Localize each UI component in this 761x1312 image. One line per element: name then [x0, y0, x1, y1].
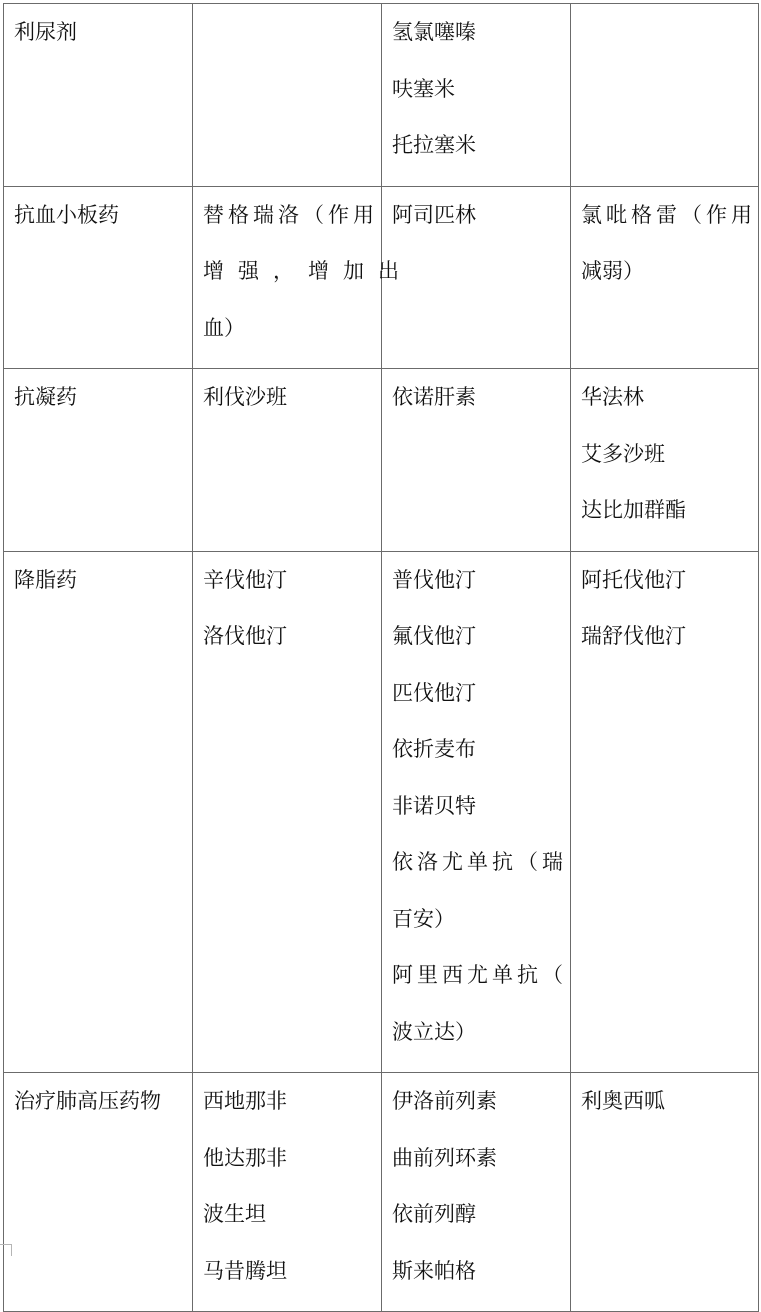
drug-name: 依折麦布	[392, 737, 476, 761]
drug-name: 氯吡格雷（作用	[581, 202, 756, 227]
drug-name: 西地那非	[203, 1089, 287, 1113]
column-1-cell	[193, 369, 382, 552]
drug-name: 非诺贝特	[392, 793, 476, 818]
column-3-cell	[571, 1073, 759, 1312]
page-corner-marker	[0, 1244, 12, 1256]
column-3-cell	[571, 186, 759, 369]
drug-name: 氟伐他汀	[392, 624, 476, 648]
drug-name: 马昔腾坦	[203, 1258, 287, 1283]
drug-name: 阿里西尤单抗（	[392, 963, 567, 987]
table-row	[4, 186, 759, 369]
category-label: 治疗肺高压药物	[14, 1089, 161, 1113]
drug-name-continued: 增强，增加出	[203, 259, 413, 283]
drug-name: 波生坦	[203, 1202, 266, 1226]
column-2-cell	[382, 369, 571, 552]
drug-name: 阿司匹林	[392, 202, 476, 227]
drug-name: 依前列醇	[392, 1202, 476, 1226]
drug-name: 瑞舒伐他汀	[581, 624, 686, 648]
drug-name: 依诺肝素	[392, 385, 476, 409]
drug-name: 利奥西呱	[581, 1089, 665, 1113]
category-cell	[4, 186, 193, 369]
drug-name: 洛伐他汀	[203, 624, 287, 648]
column-2-cell	[382, 551, 571, 1073]
category-label: 抗血小板药	[14, 202, 119, 227]
drug-name: 华法林	[581, 385, 644, 409]
column-1-cell	[193, 1073, 382, 1312]
drug-name-continued: 波立达）	[392, 1019, 476, 1044]
category-label: 利尿剂	[14, 20, 77, 44]
column-3-cell	[571, 4, 759, 187]
drug-name: 伊洛前列素	[392, 1089, 497, 1113]
table-row	[4, 1073, 759, 1312]
drug-name: 达比加群酯	[581, 498, 686, 522]
drug-name-continued: 百安）	[392, 906, 455, 931]
drug-name: 氢氯噻嗪	[392, 20, 476, 44]
drug-name: 普伐他汀	[392, 567, 476, 592]
column-1-cell	[193, 551, 382, 1073]
column-1-cell	[193, 4, 382, 187]
column-2-cell	[382, 4, 571, 187]
column-3-cell	[571, 551, 759, 1073]
column-1-cell	[193, 186, 413, 369]
category-cell	[4, 369, 193, 552]
drug-name: 他达那非	[203, 1145, 287, 1170]
table-row	[4, 4, 759, 187]
drug-name: 呋塞米	[392, 76, 455, 101]
category-cell	[4, 551, 193, 1073]
drug-name: 依洛尤单抗（瑞	[392, 850, 567, 874]
drug-interaction-table	[3, 3, 759, 1312]
category-cell	[4, 4, 193, 187]
category-label: 抗凝药	[14, 385, 77, 409]
drug-name: 托拉塞米	[392, 133, 476, 157]
drug-name: 辛伐他汀	[203, 567, 287, 592]
column-2-cell	[382, 1073, 571, 1312]
drug-name: 艾多沙班	[581, 441, 665, 466]
drug-name: 曲前列环素	[392, 1145, 497, 1170]
category-label: 降脂药	[14, 567, 77, 592]
drug-name-continued: 减弱）	[581, 259, 644, 283]
table-row	[4, 369, 759, 552]
category-cell	[4, 1073, 193, 1312]
drug-name: 阿托伐他汀	[581, 567, 686, 592]
table-row	[4, 551, 759, 1073]
column-3-cell	[571, 369, 759, 552]
drug-name: 匹伐他汀	[392, 680, 476, 705]
drug-name: 利伐沙班	[203, 385, 287, 409]
drug-name: 替格瑞洛（作用	[203, 202, 378, 227]
drug-name-continued: 血）	[203, 315, 245, 340]
drug-name: 斯来帕格	[392, 1258, 476, 1283]
